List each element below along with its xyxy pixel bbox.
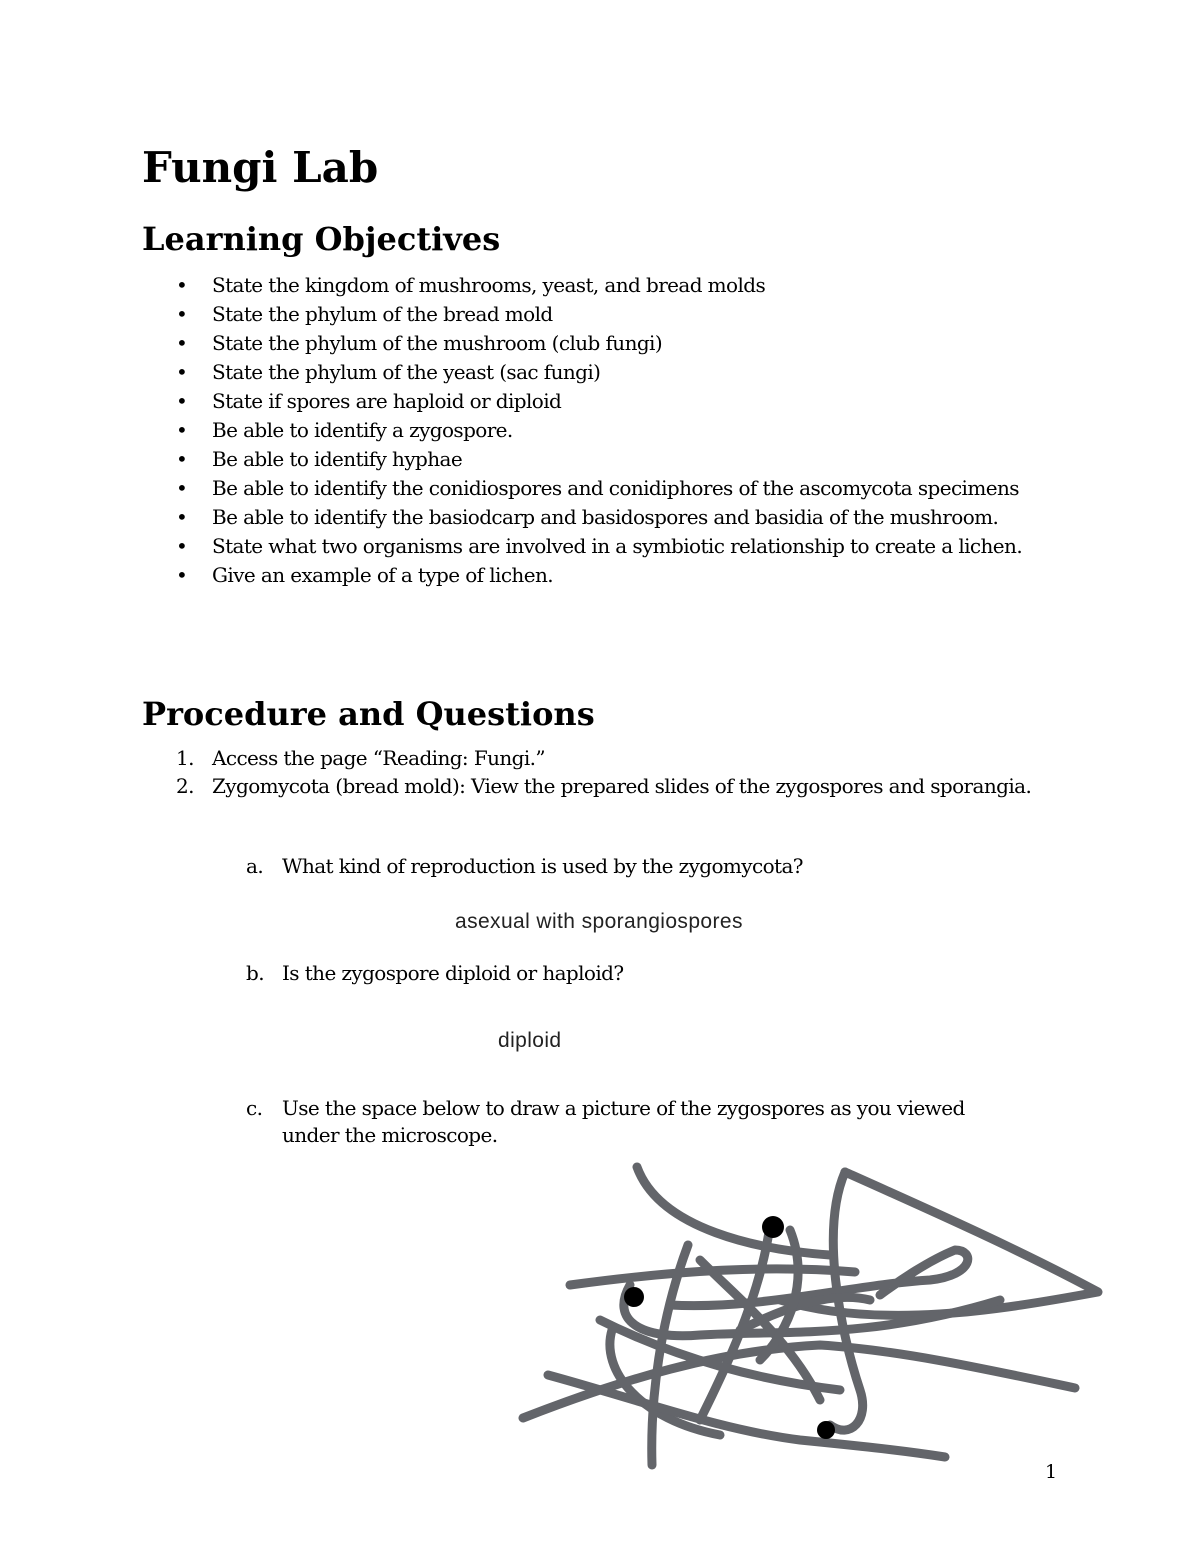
bullet-icon: • — [176, 273, 188, 297]
zygospore-dot — [624, 1287, 644, 1307]
bullet-icon: • — [176, 418, 188, 442]
objective-text: State the kingdom of mushrooms, yeast, and bread molds — [212, 273, 766, 297]
zygospore-dot — [817, 1421, 835, 1439]
question-text: What kind of reproduction is used by the zygomycota? — [282, 854, 803, 878]
bullet-icon: • — [176, 302, 188, 326]
objective-text: State if spores are haploid or diploid — [212, 389, 562, 413]
bullet-icon: • — [176, 476, 188, 500]
objective-text: Give an example of a type of lichen. — [212, 563, 553, 587]
objective-text: Be able to identify the basiodcarp and basidospores and basidia of the mushroom. — [212, 505, 999, 529]
objective-text: Be able to identify hyphae — [212, 447, 463, 471]
bullet-icon: • — [176, 331, 188, 355]
question-text: Is the zygospore diploid or haploid? — [282, 961, 624, 985]
step-text: Zygomycota (bread mold): View the prepared slides of the zygospores and sporangia. — [212, 774, 1032, 798]
step-number: 1. — [176, 746, 194, 770]
question-text: Use the space below to draw a picture of the zygospores as you viewed under the microscope. — [282, 1096, 965, 1147]
bullet-icon: • — [176, 360, 188, 384]
objective-text: Be able to identify the conidiospores and conidiphores of the ascomycota specimens — [212, 476, 1019, 500]
objective-text: Be able to identify a zygospore. — [212, 418, 513, 442]
bullet-icon: • — [176, 563, 188, 587]
answer-a: asexual with sporangiospores — [455, 910, 743, 933]
objective-text: State the phylum of the mushroom (club fungi) — [212, 331, 663, 355]
question-letter: c. — [246, 1096, 263, 1120]
objective-text: State what two organisms are involved in a symbiotic relationship to create a lichen. — [212, 534, 1023, 558]
procedure-heading: Procedure and Questions — [142, 695, 595, 733]
question-letter: a. — [246, 854, 264, 878]
page-number: 1 — [1045, 1461, 1058, 1483]
learning-objectives-heading: Learning Objectives — [142, 220, 501, 258]
answer-b: diploid — [498, 1029, 562, 1052]
bullet-icon: • — [176, 534, 188, 558]
step-number: 2. — [176, 774, 194, 798]
scribble-stroke — [637, 1167, 830, 1255]
step-text: Access the page “Reading: Fungi.” — [212, 746, 546, 770]
question-letter: b. — [246, 961, 264, 985]
zygospore-dot — [762, 1216, 784, 1238]
bullet-icon: • — [176, 447, 188, 471]
objective-text: State the phylum of the bread mold — [212, 302, 553, 326]
page-title: Fungi Lab — [142, 143, 379, 192]
bullet-icon: • — [176, 389, 188, 413]
bullet-icon: • — [176, 505, 188, 529]
objective-text: State the phylum of the yeast (sac fungi) — [212, 360, 601, 384]
